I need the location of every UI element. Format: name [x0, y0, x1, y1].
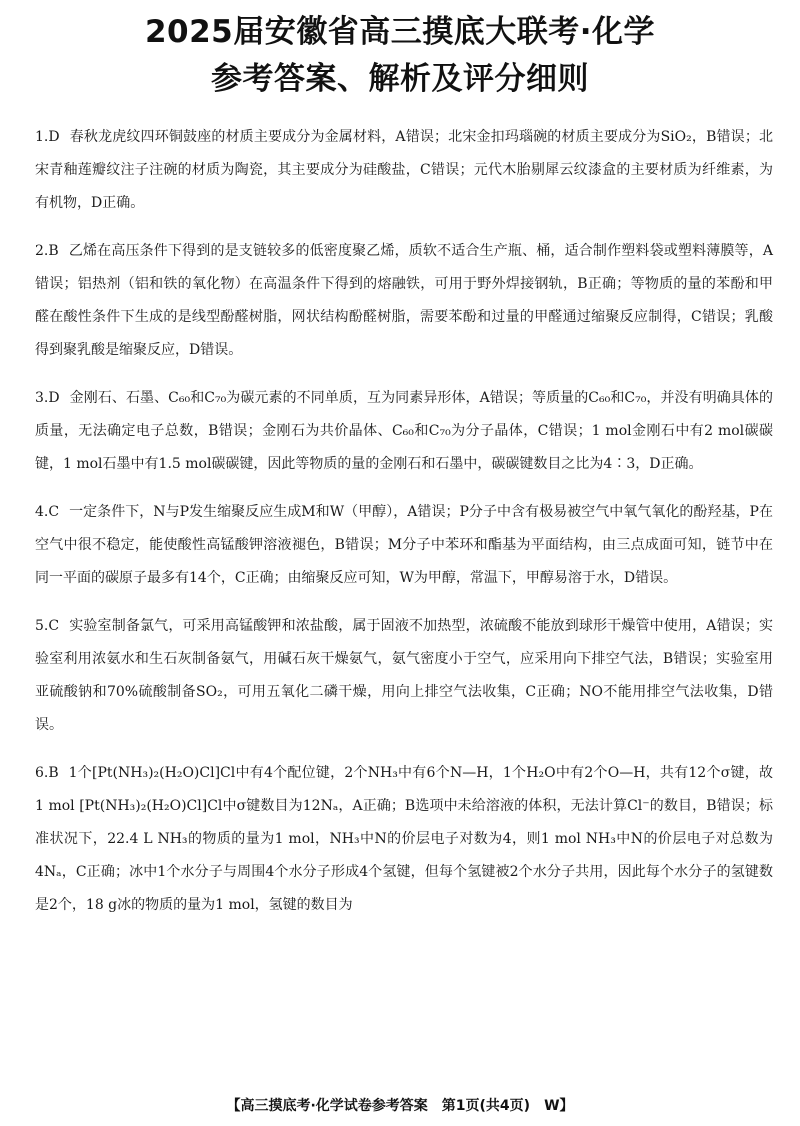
answer-key: D: [48, 129, 60, 145]
answer-key: B: [48, 243, 59, 259]
answer-explanation: 春秋龙虎纹四环铜鼓座的材质主要成分为金属材料，A错误；北宋金扣玛瑙碗的材质主要成分为SiO₂，B错误；北宋青釉莲瓣纹注子注碗的材质为陶瓷，其主要成分为硅酸盐，C错误；元代木胎剔犀云纹漆盒的主要材质为纤维素，为有机物，D正确。: [35, 129, 773, 211]
answer-explanation: 乙烯在高压条件下得到的是支链较多的低密度聚乙烯，质软不适合生产瓶、桶，适合制作塑料袋或塑料薄膜等，A错误；铝热剂（铝和铁的氧化物）在高温条件下得到的熔融铁，可用于野外焊接钢轨，B正确；等物质的量的苯酚和甲醛在酸性条件下生成的是线型酚醛树脂，网状结构酚醛树脂，需要苯酚和过量的甲醛通过缩聚反应制得，C错误；乳酸得到聚乳酸是缩聚反应，D错误。: [35, 243, 773, 358]
answer-number: 6.: [35, 765, 49, 781]
answer-item-6: [35, 757, 773, 922]
answer-number: 1.: [35, 129, 49, 145]
answer-explanation: 实验室制备氯气，可采用高锰酸钾和浓盐酸，属于固液不加热型，浓硫酸不能放到球形干燥管中使用，A错误；实验室利用浓氨水和生石灰制备氨气，用碱石灰干燥氨气，氨气密度小于空气，应采用向下排空气法，B错误；实验室用亚硫酸钠和70%硫酸制备SO₂，可用五氧化二磷干燥，用向上排空气法收集，C正确；NO不能用排空气法收集，D错误。: [35, 618, 773, 733]
answer-number: 5.: [35, 618, 49, 634]
answer-explanation: 金刚石、石墨、C₆₀和C₇₀为碳元素的不同单质，互为同素异形体，A错误；等质量的C₆₀和C₇₀，并没有明确具体的质量，无法确定电子总数，B错误；金刚石为共价晶体、C₆₀和C₇₀为分子晶体，C错误；1 mol金刚石中有2 mol碳碳键，1 mol石墨中有1.5 mol碳碳键，因此等物质的量的金刚石和石墨中，碳碳键数目之比为4∶3，D正确。: [35, 390, 773, 472]
page-footer: 【高三摸底考·化学试卷参考答案 第1页(共4页) W】: [226, 1098, 574, 1114]
answer-number: 3.: [35, 390, 49, 406]
answer-key: C: [48, 504, 60, 520]
answer-list: [35, 121, 773, 937]
answer-number: 4.: [35, 504, 49, 520]
answer-explanation: 一定条件下，N与P发生缩聚反应生成M和W（甲醇），A错误；P分子中含有极易被空气中氧气氧化的酚羟基，P在空气中很不稳定，能使酸性高锰酸钾溶液褪色，B错误；M分子中苯环和酯基为平面结构，由三点成面可知，链节中在同一平面的碳原子最多有14个，C正确；由缩聚反应可知，W为甲醇，常温下，甲醇易溶于水，D错误。: [35, 504, 773, 586]
answer-key: C: [48, 618, 60, 634]
answer-item-3: [35, 382, 773, 481]
answer-explanation: 1个[Pt(NH₃)₂(H₂O)Cl]Cl中有4个配位键，2个NH₃中有6个N—H，1个H₂O中有2个O—H，共有12个σ键，故1 mol [Pt(NH₃)₂(H₂O)Cl]Cl中σ键数目为12Nₐ，A正确；B选项中未给溶液的体积，无法计算Cl⁻的数目，B错误；标准状况下，22.4 L NH₃的物质的量为1 mol，NH₃中N的价层电子对数为4，则1 mol NH₃中N的价层电子对总数为4Nₐ，C正确；冰中1个水分子与周围4个水分子形成4个氢键，但每个氢键被2个水分子共用，因此每个水分子的氢键数是2个，18 g冰的物质的量为1 mol，氢键的数目为: [35, 765, 773, 913]
answer-item-1: [35, 121, 773, 220]
answer-key: D: [48, 390, 60, 406]
answer-key: B: [48, 765, 59, 781]
document-subtitle: 参考答案、解析及评分细则: [211, 61, 589, 97]
answer-item-2: [35, 235, 773, 367]
answer-item-4: [35, 496, 773, 595]
document-title: 2025届安徽省高三摸底大联考·化学: [144, 14, 656, 50]
answer-number: 2.: [35, 243, 49, 259]
answer-item-5: [35, 610, 773, 742]
